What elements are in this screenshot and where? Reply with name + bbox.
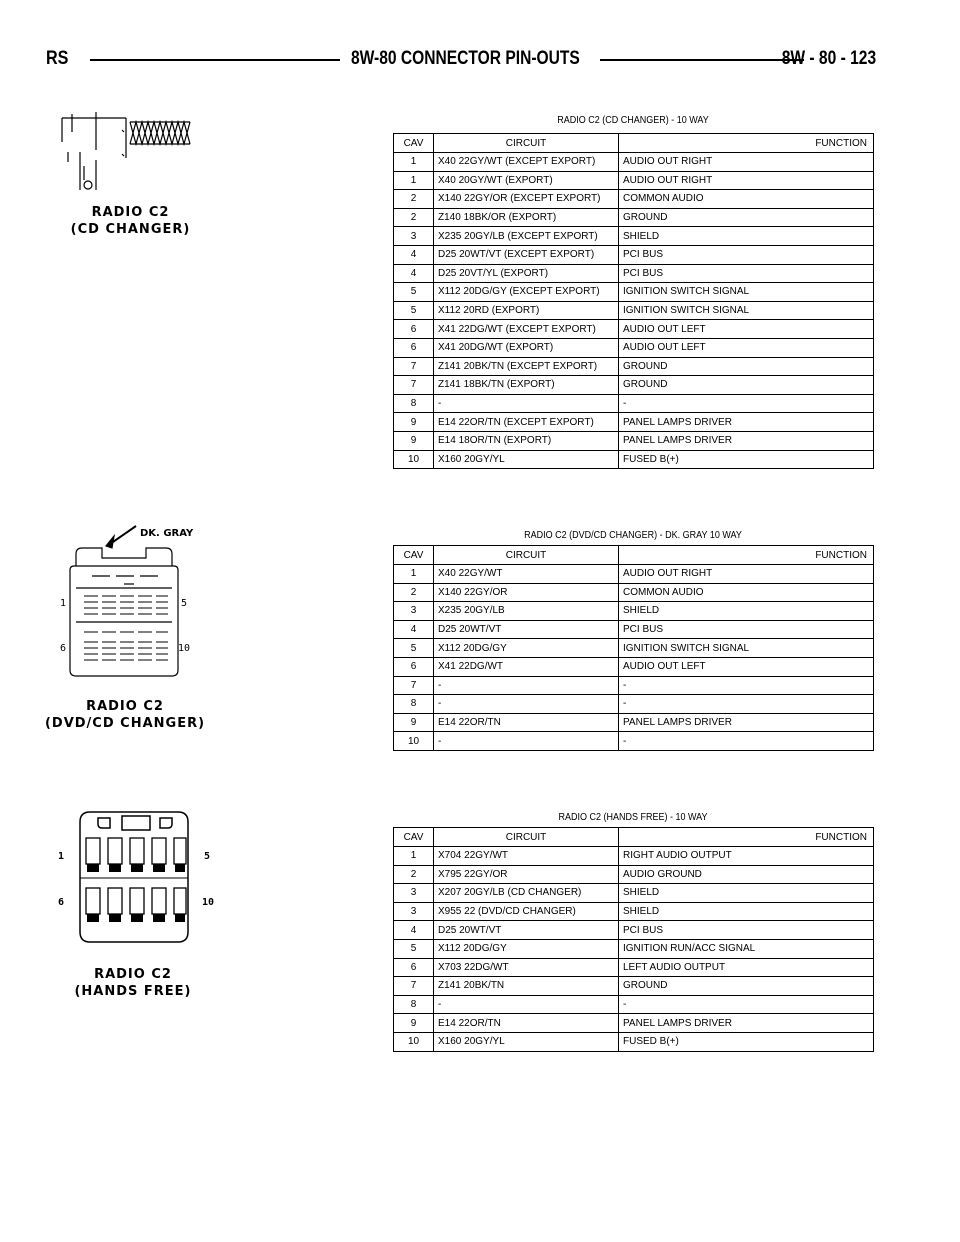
cd-changer-pinout-table — [393, 133, 874, 469]
function-cell: SHIELD — [619, 227, 874, 246]
column-header-circuit: CIRCUIT — [434, 546, 619, 565]
table-row — [394, 602, 874, 621]
cav-cell: 1 — [394, 565, 434, 584]
table-row — [394, 583, 874, 602]
column-header-function: FUNCTION — [619, 828, 874, 847]
dvd-cd-changer-table-title: RADIO C2 (DVD/CD CHANGER) - DK. GRAY 10 WAY — [524, 530, 742, 541]
circuit-cell: X955 22 (DVD/CD CHANGER) — [434, 902, 619, 921]
page-number: 8W - 80 - 123 — [781, 48, 876, 69]
section-code: RS — [46, 48, 69, 69]
cav-cell: 2 — [394, 583, 434, 602]
function-cell: GROUND — [619, 977, 874, 996]
circuit-cell: X41 22DG/WT (EXCEPT EXPORT) — [434, 320, 619, 339]
cav-cell: 7 — [394, 357, 434, 376]
table-row — [394, 713, 874, 732]
function-cell: FUSED B(+) — [619, 1032, 874, 1051]
table-row — [394, 264, 874, 283]
function-cell: FUSED B(+) — [619, 450, 874, 469]
hf-label-line2: (HANDS FREE) — [74, 984, 192, 999]
circuit-cell: X235 20GY/LB — [434, 602, 619, 621]
table-row — [394, 958, 874, 977]
cav-cell: 5 — [394, 939, 434, 958]
function-cell: PANEL LAMPS DRIVER — [619, 413, 874, 432]
hands-free-table-title: RADIO C2 (HANDS FREE) - 10 WAY — [558, 812, 708, 823]
hf-pin-label-6: 6 — [58, 897, 65, 908]
function-cell: GROUND — [619, 376, 874, 395]
function-cell: GROUND — [619, 208, 874, 227]
cav-cell: 4 — [394, 921, 434, 940]
circuit-cell: X235 20GY/LB (EXCEPT EXPORT) — [434, 227, 619, 246]
table-row — [394, 902, 874, 921]
cd-changer-table-title: RADIO C2 (CD CHANGER) - 10 WAY — [557, 115, 709, 126]
table-row — [394, 847, 874, 866]
hf-pin-label-5: 5 — [204, 851, 211, 862]
cav-cell: 2 — [394, 190, 434, 209]
cav-cell: 10 — [394, 1032, 434, 1051]
cav-cell: 7 — [394, 376, 434, 395]
function-cell: PCI BUS — [619, 245, 874, 264]
dvd-cd-changer-connector-label — [40, 698, 210, 732]
table-row — [394, 394, 874, 413]
dvd-pin-label-6: 6 — [60, 643, 67, 654]
circuit-cell: X40 22GY/WT (EXCEPT EXPORT) — [434, 153, 619, 172]
function-cell: PANEL LAMPS DRIVER — [619, 713, 874, 732]
cav-cell: 6 — [394, 338, 434, 357]
cd-changer-label-line2: (CD CHANGER) — [70, 222, 191, 237]
hf-pin-label-1: 1 — [58, 851, 65, 862]
dvd-pin-label-10: 10 — [178, 643, 191, 654]
cav-cell: 5 — [394, 283, 434, 302]
cav-cell: 4 — [394, 264, 434, 283]
table-row — [394, 695, 874, 714]
table-row — [394, 283, 874, 302]
function-cell: IGNITION SWITCH SIGNAL — [619, 283, 874, 302]
cav-cell: 6 — [394, 958, 434, 977]
circuit-cell: Z140 18BK/OR (EXPORT) — [434, 208, 619, 227]
circuit-cell: E14 22OR/TN (EXCEPT EXPORT) — [434, 413, 619, 432]
function-cell: IGNITION RUN/ACC SIGNAL — [619, 939, 874, 958]
cav-cell: 1 — [394, 171, 434, 190]
function-cell: IGNITION SWITCH SIGNAL — [619, 639, 874, 658]
cav-cell: 4 — [394, 620, 434, 639]
circuit-cell: D25 20WT/VT (EXCEPT EXPORT) — [434, 245, 619, 264]
cav-cell: 2 — [394, 208, 434, 227]
function-cell: COMMON AUDIO — [619, 583, 874, 602]
table-header-row — [394, 546, 874, 565]
function-cell: PCI BUS — [619, 620, 874, 639]
function-cell: - — [619, 995, 874, 1014]
function-cell: - — [619, 676, 874, 695]
column-header-cav: CAV — [394, 134, 434, 153]
dvd-cd-changer-connector-drawing — [54, 522, 214, 682]
cav-cell: 9 — [394, 431, 434, 450]
circuit-cell: X703 22DG/WT — [434, 958, 619, 977]
table-row — [394, 620, 874, 639]
function-cell: AUDIO OUT LEFT — [619, 338, 874, 357]
function-cell: AUDIO OUT LEFT — [619, 320, 874, 339]
cav-cell: 6 — [394, 320, 434, 339]
table-row — [394, 977, 874, 996]
circuit-cell: X160 20GY/YL — [434, 1032, 619, 1051]
circuit-cell: X112 20DG/GY — [434, 939, 619, 958]
page-title: 8W-80 CONNECTOR PIN-OUTS — [351, 48, 580, 69]
circuit-cell: - — [434, 995, 619, 1014]
circuit-cell: Z141 20BK/TN (EXCEPT EXPORT) — [434, 357, 619, 376]
cav-cell: 6 — [394, 657, 434, 676]
table-row — [394, 357, 874, 376]
function-cell: AUDIO OUT LEFT — [619, 657, 874, 676]
column-header-circuit: CIRCUIT — [434, 134, 619, 153]
cav-cell: 9 — [394, 1014, 434, 1033]
cav-cell: 1 — [394, 153, 434, 172]
header-rule-right — [600, 59, 804, 61]
function-cell: SHIELD — [619, 902, 874, 921]
circuit-cell: - — [434, 676, 619, 695]
circuit-cell: - — [434, 695, 619, 714]
cav-cell: 7 — [394, 676, 434, 695]
circuit-cell: X40 22GY/WT — [434, 565, 619, 584]
cav-cell: 7 — [394, 977, 434, 996]
table-row — [394, 153, 874, 172]
function-cell: LEFT AUDIO OUTPUT — [619, 958, 874, 977]
header-rule-left — [90, 59, 340, 61]
column-header-function: FUNCTION — [619, 134, 874, 153]
column-header-cav: CAV — [394, 828, 434, 847]
table-row — [394, 676, 874, 695]
circuit-cell: X112 20DG/GY — [434, 639, 619, 658]
table-header-row — [394, 134, 874, 153]
hands-free-connector-label — [58, 966, 208, 1000]
table-row — [394, 245, 874, 264]
table-row — [394, 338, 874, 357]
function-cell: AUDIO OUT RIGHT — [619, 153, 874, 172]
circuit-cell: D25 20WT/VT — [434, 921, 619, 940]
cav-cell: 9 — [394, 413, 434, 432]
table-row — [394, 320, 874, 339]
table-row — [394, 208, 874, 227]
hf-label-line1: RADIO C2 — [94, 967, 172, 982]
table-row — [394, 939, 874, 958]
table-header-row — [394, 828, 874, 847]
cav-cell: 3 — [394, 227, 434, 246]
cav-cell: 5 — [394, 639, 434, 658]
cav-cell: 8 — [394, 394, 434, 413]
cav-cell: 1 — [394, 847, 434, 866]
table-row — [394, 657, 874, 676]
circuit-cell: X160 20GY/YL — [434, 450, 619, 469]
cav-cell: 8 — [394, 695, 434, 714]
function-cell: PCI BUS — [619, 921, 874, 940]
table-row — [394, 227, 874, 246]
cav-cell: 3 — [394, 902, 434, 921]
table-row — [394, 301, 874, 320]
function-cell: GROUND — [619, 357, 874, 376]
cav-cell: 8 — [394, 995, 434, 1014]
cd-changer-connector-label — [58, 204, 203, 238]
function-cell: RIGHT AUDIO OUTPUT — [619, 847, 874, 866]
table-row — [394, 884, 874, 903]
circuit-cell: X140 22GY/OR — [434, 583, 619, 602]
dvd-label-line1: RADIO C2 — [86, 699, 164, 714]
dvd-pin-label-1: 1 — [60, 598, 67, 609]
column-header-circuit: CIRCUIT — [434, 828, 619, 847]
dvd-pin-label-5: 5 — [181, 598, 188, 609]
cav-cell: 5 — [394, 301, 434, 320]
table-row — [394, 639, 874, 658]
table-row — [394, 865, 874, 884]
function-cell: AUDIO OUT RIGHT — [619, 171, 874, 190]
table-row — [394, 995, 874, 1014]
function-cell: - — [619, 695, 874, 714]
function-cell: PCI BUS — [619, 264, 874, 283]
hands-free-pinout-table — [393, 827, 874, 1052]
circuit-cell: X704 22GY/WT — [434, 847, 619, 866]
circuit-cell: - — [434, 732, 619, 751]
function-cell: - — [619, 394, 874, 413]
table-row — [394, 565, 874, 584]
table-row — [394, 1032, 874, 1051]
dvd-cd-changer-pinout-table — [393, 545, 874, 751]
function-cell: AUDIO OUT RIGHT — [619, 565, 874, 584]
function-cell: IGNITION SWITCH SIGNAL — [619, 301, 874, 320]
circuit-cell: X795 22GY/OR — [434, 865, 619, 884]
cd-changer-connector-drawing — [52, 110, 197, 195]
column-header-function: FUNCTION — [619, 546, 874, 565]
table-row — [394, 171, 874, 190]
circuit-cell: E14 22OR/TN — [434, 713, 619, 732]
circuit-cell: E14 22OR/TN — [434, 1014, 619, 1033]
circuit-cell: X207 20GY/LB (CD CHANGER) — [434, 884, 619, 903]
cav-cell: 9 — [394, 713, 434, 732]
cav-cell: 4 — [394, 245, 434, 264]
circuit-cell: Z141 20BK/TN — [434, 977, 619, 996]
hands-free-connector-drawing — [60, 808, 210, 948]
circuit-cell: X112 20DG/GY (EXCEPT EXPORT) — [434, 283, 619, 302]
function-cell: PANEL LAMPS DRIVER — [619, 431, 874, 450]
column-header-cav: CAV — [394, 546, 434, 565]
circuit-cell: D25 20VT/YL (EXPORT) — [434, 264, 619, 283]
table-row — [394, 376, 874, 395]
hf-pin-label-10: 10 — [202, 897, 215, 908]
circuit-cell: X140 22GY/OR (EXCEPT EXPORT) — [434, 190, 619, 209]
circuit-cell: E14 18OR/TN (EXPORT) — [434, 431, 619, 450]
circuit-cell: - — [434, 394, 619, 413]
dvd-color-callout: DK. GRAY — [140, 528, 194, 539]
page-header — [46, 44, 876, 74]
circuit-cell: X41 20DG/WT (EXPORT) — [434, 338, 619, 357]
function-cell: - — [619, 732, 874, 751]
cav-cell: 10 — [394, 732, 434, 751]
table-row — [394, 413, 874, 432]
function-cell: SHIELD — [619, 602, 874, 621]
circuit-cell: X40 20GY/WT (EXPORT) — [434, 171, 619, 190]
function-cell: AUDIO GROUND — [619, 865, 874, 884]
function-cell: COMMON AUDIO — [619, 190, 874, 209]
circuit-cell: X41 22DG/WT — [434, 657, 619, 676]
cav-cell: 10 — [394, 450, 434, 469]
circuit-cell: X112 20RD (EXPORT) — [434, 301, 619, 320]
cav-cell: 3 — [394, 884, 434, 903]
cav-cell: 2 — [394, 865, 434, 884]
dvd-label-line2: (DVD/CD CHANGER) — [44, 716, 206, 731]
table-row — [394, 1014, 874, 1033]
table-row — [394, 450, 874, 469]
cav-cell: 3 — [394, 602, 434, 621]
table-row — [394, 431, 874, 450]
circuit-cell: D25 20WT/VT — [434, 620, 619, 639]
function-cell: PANEL LAMPS DRIVER — [619, 1014, 874, 1033]
table-row — [394, 921, 874, 940]
table-row — [394, 732, 874, 751]
table-row — [394, 190, 874, 209]
cd-changer-label-line1: RADIO C2 — [91, 205, 170, 220]
circuit-cell: Z141 18BK/TN (EXPORT) — [434, 376, 619, 395]
function-cell: SHIELD — [619, 884, 874, 903]
